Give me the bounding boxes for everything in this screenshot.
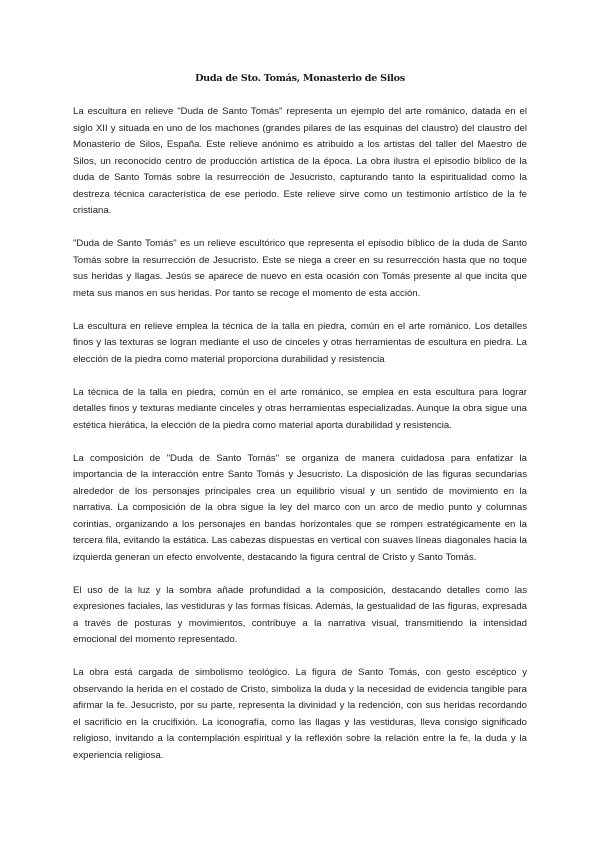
paragraph-technique-aesthetic: La técnica de la talla en piedra, común en el arte románico, se emplea en esta escultura para lograr detalles finos y texturas mediante cinceles y otras herramientas especializadas. Aunque la obra sigue una estética hierática, la elección de la piedra como material aporta durabilidad y resistencia. [73, 386, 527, 431]
paragraph-light-shadow: El uso de la luz y la sombra añade profundidad a la composición, destacando detalles como las expresiones faciales, las vestiduras y las formas físicas. Además, la gestualidad de las figuras, expresada a través de posturas y movimientos, contribuye a la narrativa visual, transmitiendo la intensidad emocional del momento representado. [73, 584, 527, 645]
paragraph-symbolism: La obra está cargada de simbolismo teológico. La figura de Santo Tomás, con gesto escéptico y observando la herida en el costado de Cristo, simboliza la duda y la necesidad de evidencia tangible para afirmar la fe. Jesucristo, por su parte, representa la divinidad y la redención, con sus heridas recordando el sacrificio en la crucifixión. La iconografía, como las llagas y las vestiduras, lleva consigo significado religioso, invitando a la contemplación espiritual y la reflexión sobre la relación entre la fe, la duda y la experiencia religiosa. [73, 667, 527, 761]
paragraph-episode: "Duda de Santo Tomás" es un relieve escultórico que representa el episodio bíblico de la duda de Santo Tomás sobre la resurrección de Jesucristo. Este se niega a creer en su resurrección hasta que no toque sus heridas y llagas. Jesús se aparece de nuevo en esta ocasión con Tomás presente al que incita que meta sus manos en sus heridas. Por tanto se recoge el momento de esta acción. [73, 238, 527, 299]
document-title: Duda de Sto. Tomás, Monasterio de Silos [195, 73, 405, 84]
paragraph-intro: La escultura en relieve "Duda de Santo Tomás" representa un ejemplo del arte románico, datada en el siglo XII y situada en uno de los machones (grandes pilares de las esquinas del claustro) del claustro del Monasterio de Silos, España. Este relieve anónimo es atribuido a los artistas del taller del Maestro de Silos, un reconocido centro de producción artística de la época. La obra ilustra el episodio bíblico de la duda de Santo Tomás sobre la resurrección de Jesucristo, capturando tanto la espiritualidad como la destreza técnica característica de ese periodo. Este relieve sirve como un testimonio artístico de la fe cristiana. [73, 106, 527, 216]
paragraph-technique: La escultura en relieve emplea la técnica de la talla en piedra, común en el arte románico. Los detalles finos y las texturas se logran mediante el uso de cinceles y otras herramientas de escultura en piedra. La elección de la piedra como material proporciona durabilidad y resistencia [73, 320, 527, 365]
paragraph-composition: La composición de "Duda de Santo Tomás" se organiza de manera cuidadosa para enfatizar la importancia de la interacción entre Santo Tomás y Jesucristo. La disposición de las figuras secundarias alrededor de los personajes principales crea un equilibrio visual y un sentido de movimiento en la narrativa. La composición de la obra sigue la ley del marco con un arco de medio punto y columnas corintias, organizando a los personajes en bandas horizontales que se rompen estratégicamente en la tercera fila, evitando la estática. Las cabezas dispuestas en vertical con suaves líneas diagonales hacia la izquierda generan un efecto envolvente, destacando la figura central de Cristo y Santo Tomás. [73, 452, 527, 563]
